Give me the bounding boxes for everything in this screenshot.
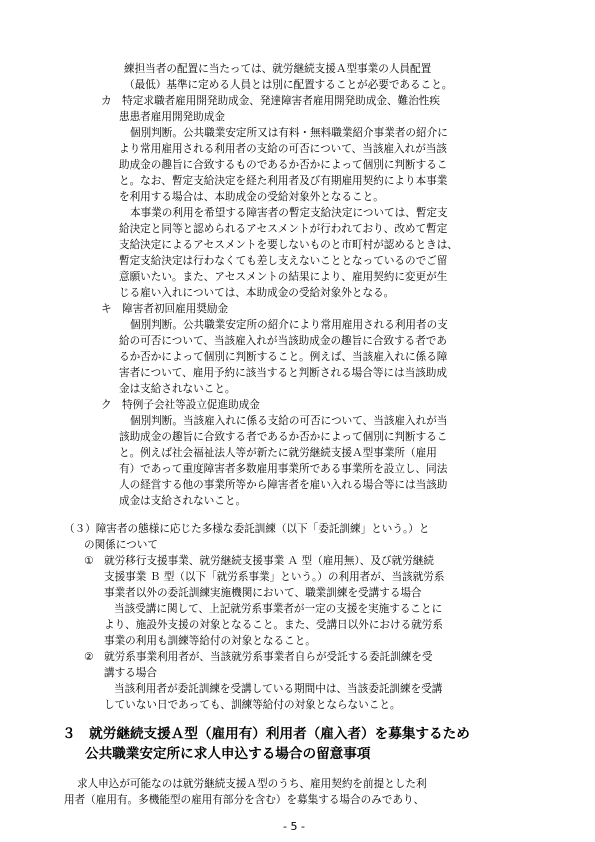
page-number: - 5 -: [283, 820, 305, 833]
text-line: 事業の利用も訓練等給付の対象となること。: [104, 635, 316, 647]
text-line: 支給決定によるアセスメントを要しないものと市町村が認めるときは、: [119, 239, 458, 251]
text-line: より、施設外支援の対象となること。また、受講日以外における就労系: [104, 619, 443, 631]
item-ki-heading: キ 障害者初回雇用奨励金: [101, 303, 229, 315]
text-line: より常用雇用される利用者の支給の可否について、当該雇入れが当該: [119, 143, 447, 155]
text-line: 意願いたい。また、アセスメントの結果により、雇用契約に変更が生: [119, 271, 448, 283]
text-line: 本事業の利用を希望する障害者の暫定支給決定については、暫定支: [130, 207, 448, 219]
text-line: と。例えば社会福祉法人等が新たに就労継続支援Ａ型事業所（雇用: [119, 447, 437, 459]
text-line: 成金は支給されないこと。: [119, 495, 247, 507]
text-line: 当該受講に関して、上記就労系事業者が一定の支援を実施することに: [114, 603, 443, 615]
item-1-heading: ① 就労移行支援事業、就労継続支援事業 Ａ 型（雇用無）、及び就労継続: [84, 555, 434, 567]
section-heading-continued: 公共職業安定所に求人申込する場合の留意事項: [85, 746, 371, 762]
text-line: 該助成金の趣旨に合致する者であるか否かによって個別に判断するこ: [119, 431, 448, 443]
text-line: 給の可否について、当該雇入れが当該助成金の趣旨に合致する者であ: [119, 335, 447, 347]
text-line: 事業者以外の委託訓練実施機関において、職業訓練を受講する場合: [104, 587, 422, 599]
text-line: 有）であって重度障害者多数雇用事業所である事業所を設立し、同法: [119, 463, 448, 475]
item-ka-heading: カ 特定求職者雇用開発助成金、発達障害者雇用開発助成金、難治性疾: [101, 95, 440, 107]
text-line: 害者について、雇用予約に該当すると判断される場合等には当該助成: [119, 367, 447, 379]
text-line: 講する場合: [104, 667, 157, 679]
text-line: 個別判断。公共職業安定所の紹介により常用雇用される利用者の支: [130, 319, 448, 331]
text-line: 金は支給されないこと。: [119, 383, 236, 395]
text-line: 暫定支給決定は行わなくても差し支えないこととなっているのでご留: [119, 255, 448, 267]
text-line: 人の経営する他の事業所等から障害者を雇い入れる場合等には当該助: [119, 479, 448, 491]
text-line: を利用する場合は、本助成金の受給対象外となること。: [119, 191, 384, 203]
section-heading: ３ 就労継続支援Ａ型（雇用有）利用者（雇入者）を募集するため: [62, 726, 470, 742]
text-line: 給決定と同等と認められるアセスメントが行われており、改めて暫定: [119, 223, 448, 235]
text-line: （最低）基準に定める人員とは別に配置することが必要であること。: [124, 79, 453, 91]
text-line: 個別判断。当該雇入れに係る支給の可否について、当該雇入れが当: [130, 415, 448, 427]
text-line: 個別判断。公共職業安定所又は有料・無料職業紹介事業者の紹介に: [130, 127, 448, 139]
text-line: 練担当者の配置に当たっては、就労継続支援Ａ型事業の人員配置: [124, 63, 432, 75]
text-line: 助成金の趣旨に合致するものであるか否かによって個別に判断するこ: [119, 159, 448, 171]
text-line: るか否かによって個別に判断すること。例えば、当該雇入れに係る障: [119, 351, 448, 363]
text-line: と。なお、暫定支給決定を経た利用者及び有期雇用契約により本事業: [119, 175, 448, 187]
text-line: 患患者雇用開発助成金: [119, 111, 225, 123]
text-line: 支援事業 Ｂ 型（以下「就労系事業」という。）の利用者が、当該就労系: [104, 571, 445, 583]
text-line: の関係について: [84, 539, 158, 551]
item-2-heading: ② 就労系事業利用者が、当該就労系事業者自らが受託する委託訓練を受: [84, 651, 433, 663]
text-line: じる雇い入れについては、本助成金の受給対象外となる。: [119, 287, 395, 299]
text-line: していない日であっても、訓練等給付の対象とならないこと。: [104, 699, 401, 711]
section-3-heading: （３）障害者の態様に応じた多様な委託訓練（以下「委託訓練」という。）と: [64, 523, 430, 535]
text-line: 求人申込が可能なのは就労継続支援Ａ型のうち、雇用契約を前提とした利: [77, 778, 427, 790]
text-line: 用者（雇用有。多機能型の雇用有部分を含む）を募集する場合のみであり、: [64, 794, 425, 806]
text-line: 当該利用者が委託訓練を受講している期間中は、当該委託訓練を受講: [114, 683, 443, 695]
item-ku-heading: ク 特例子会社等設立促進助成金: [101, 399, 260, 411]
